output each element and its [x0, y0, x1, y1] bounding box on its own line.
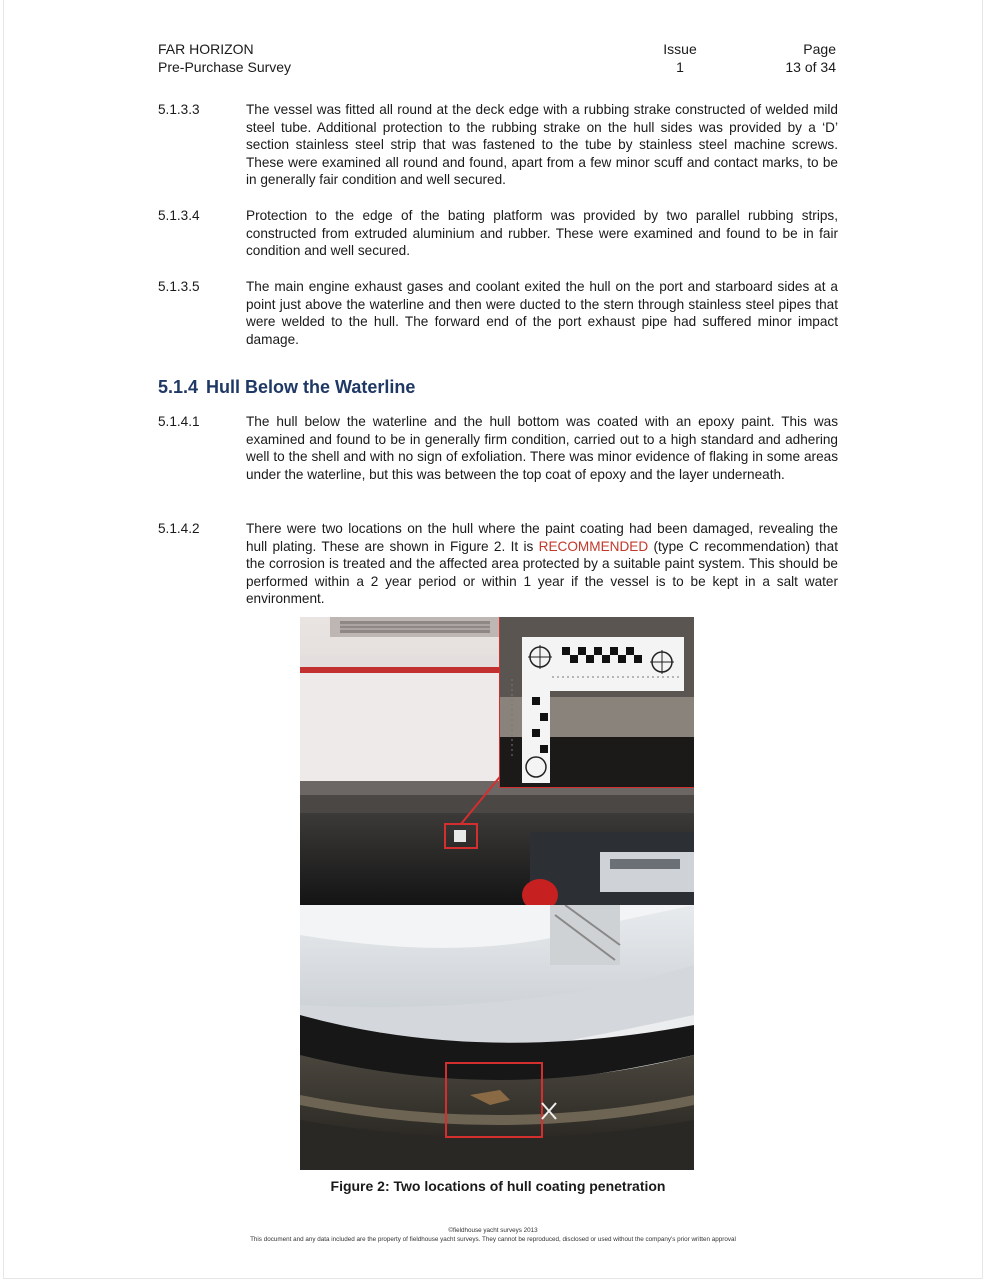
vessel-name: FAR HORIZON: [158, 41, 254, 57]
page-value: 13 of 34: [785, 59, 836, 75]
paragraph-text: The hull below the waterline and the hull bottom was coated with an epoxy paint. This was examined and found to be in generally firm condition, carried out to a high standard and adhering well to the shell and with no sign of exfoliation. There was minor evidence of flaking in some areas under the waterline, but this was between the top coat of epoxy and the layer underneath.: [246, 414, 838, 482]
paragraph-number: 5.1.3.3: [158, 102, 200, 117]
issue-label: Issue: [663, 41, 697, 57]
document-title: Pre-Purchase Survey: [158, 59, 292, 75]
figure-caption: Figure 2: Two locations of hull coating penetration: [330, 1178, 666, 1194]
hull-photo-bottom-graphic: [300, 905, 694, 1170]
recommended-keyword: RECOMMENDED: [538, 538, 649, 554]
paragraph: [158, 207, 838, 260]
page-footer: [100, 1226, 886, 1244]
paragraph-number: 5.1.3.5: [158, 279, 200, 294]
page-label: Page: [803, 41, 836, 57]
figure-2: [300, 617, 694, 1170]
hull-photo-bottom: [300, 905, 694, 1170]
hull-photo-top-graphic: [300, 617, 694, 905]
footer-copyright: ©fieldhouse yacht surveys 2013: [448, 1227, 538, 1234]
text-after: (type C recommendation) that the corrosion is treated and the affected area protected by a suitable paint system. This should be performed within a 2 year period or within 1 year if the vessel is to be kept in a salt water environment.: [246, 538, 838, 607]
paragraph-number: 5.1.4.2: [158, 521, 200, 536]
section-title: Hull Below the Waterline: [206, 377, 416, 397]
footer-notice: This document and any data included are the property of fieldhouse yacht surveys. They cannot be reproduced, disclosed or used without the company's prior written approval: [250, 1236, 736, 1243]
issue-value: 1: [676, 59, 684, 75]
header-issue: [660, 40, 700, 76]
paragraph: [158, 520, 838, 608]
section-heading: [158, 377, 415, 398]
hull-photo-top: [300, 617, 694, 905]
text-before: There were two locations on the hull where the paint coating had been damaged, revealing the hull plating. These are shown in Figure 2. It is: [246, 521, 838, 554]
page-header: [158, 40, 838, 80]
paragraph: [158, 101, 838, 189]
paragraph: [158, 413, 838, 483]
paragraph: [158, 278, 838, 348]
paragraph-text: The main engine exhaust gases and coolant exited the hull on the port and starboard sides at a point just above the waterline and then were ducted to the stern through stainless steel pipes that were welded to the hull. The forward end of the port exhaust pipe had suffered minor impact damage.: [246, 279, 838, 347]
header-page: [785, 40, 836, 76]
section-number: 5.1.4: [158, 377, 199, 397]
paragraph-text: Protection to the edge of the bating platform was provided by two parallel rubbing strips, constructed from extruded aluminium and rubber. These were examined and found to be in fair condition and well secured.: [246, 208, 838, 259]
paragraph-number: 5.1.4.1: [158, 414, 200, 429]
paragraph-text: The vessel was fitted all round at the deck edge with a rubbing strake constructed of welded mild steel tube. Additional protection to the rubbing strake on the hull sides was provided by a ‘D’ section stainless steel strip that was fastened to the tube by stainless steel machine screws. These were examined all round and found, apart from a few minor scuff and contact marks, to be in generally fair condition and well secured.: [246, 102, 838, 188]
paragraph-number: 5.1.3.4: [158, 208, 200, 223]
header-left: [158, 40, 291, 76]
paragraph-text: [246, 520, 838, 608]
